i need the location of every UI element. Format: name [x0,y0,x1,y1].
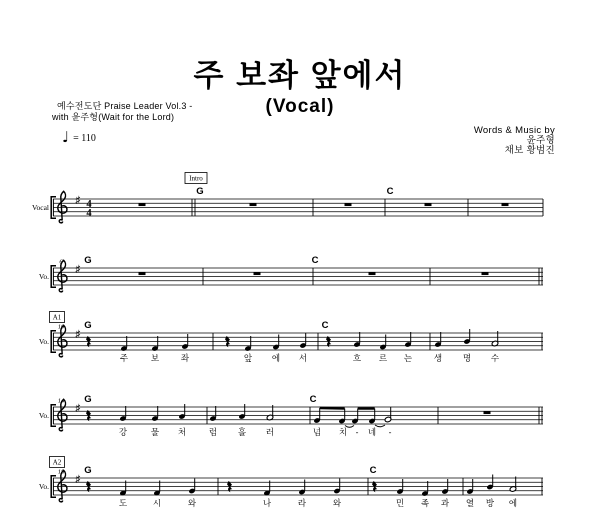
lyric-syllable: 러 [265,427,275,437]
key-signature-sharp: ♯ [75,264,81,275]
lyric-syllable: 럼 [208,427,218,437]
lyric-syllable: 네 [367,427,377,437]
staff-label: Vocal [32,203,49,212]
lyric-syllable: 넘 [312,427,322,437]
whole-rest [254,272,261,275]
lyric-syllable: 주 [119,353,129,363]
lyric-syllable: 수 [490,353,500,363]
whole-rest [139,272,146,275]
lyric-syllable: 와 [332,498,342,508]
key-signature-sharp: ♯ [75,474,81,485]
lyric-syllable: 서 [298,353,308,363]
lyric-syllable: - [355,427,359,437]
measure-number: 14 [57,397,65,405]
lyric-syllable: 나 [262,498,272,508]
tie [375,425,385,427]
whole-rest [139,203,146,206]
page-subtitle: (Vocal) [265,96,335,117]
key-signature-sharp: ♯ [75,403,81,414]
whole-rest [425,203,432,206]
time-signature-bottom: 4 [86,207,92,219]
whole-rest [250,203,257,206]
tempo-value: = 110 [73,133,96,144]
lyric-syllable: 르 [378,353,388,363]
lyric-syllable: 도 [118,498,128,508]
lyric-syllable: 앞 [243,353,253,363]
whole-rest [369,272,376,275]
section-label: A2 [52,458,62,467]
measure-number: 10 [57,323,65,331]
lyric-syllable: 물 [150,427,160,437]
lyric-syllable: 열 [465,498,475,508]
page-title: 주 보좌 앞에서 [193,58,407,93]
chord-symbol: C [321,320,329,331]
measure-number: 6 [59,258,63,266]
section-label: Intro [189,174,203,183]
chord-symbol: G [84,320,92,331]
credit-composer: 윤주형 [526,135,555,146]
lyric-syllable: 흐 [352,353,362,363]
treble-clef-icon [58,191,67,223]
whole-rest [345,203,352,206]
chord-symbol: C [311,255,319,266]
lyric-syllable: 에 [508,498,518,508]
lyric-syllable: 강 [118,427,128,437]
key-signature-sharp: ♯ [75,329,81,340]
chord-symbol: G [196,186,204,197]
key-signature-sharp: ♯ [75,195,81,206]
chord-symbol: C [386,186,394,197]
credit-transcriber: 채보 황범진 [504,145,555,156]
album-info-line1: 예수전도단 Praise Leader Vol.3 - [57,101,193,111]
lyric-syllable: 처 [177,427,187,437]
lyric-syllable: 방 [485,498,495,508]
quarter-note-icon: ♩ [62,128,70,146]
lyric-syllable: - [388,427,392,437]
lyric-syllable: 는 [403,353,413,363]
lyric-syllable: 보 [150,353,160,363]
measure-number: 18 [57,468,65,476]
staff-label: Vo. [38,411,49,420]
staff-label: Vo. [38,272,49,281]
chord-symbol: C [369,465,377,476]
lyric-syllable: 시 [152,498,162,508]
chord-symbol: G [84,394,92,405]
lyric-syllable: 흘 [237,427,247,437]
staff-label: Vo. [38,482,49,491]
lyric-syllable: 민 [395,498,405,508]
whole-rest [482,272,489,275]
lyric-syllable: 과 [440,498,450,508]
lyric-syllable: 명 [462,353,472,363]
lyric-syllable: 족 [420,498,430,508]
lyric-syllable: 에 [271,353,281,363]
chord-symbol: G [84,465,92,476]
eighth-beam [320,408,345,409]
whole-rest [502,203,509,206]
album-info-line2: with 윤주형(Wait for the Lord) [52,111,175,122]
whole-rest [484,411,491,414]
lyric-syllable: 치 [338,427,348,437]
lyric-syllable: 와 [187,498,197,508]
staff-label: Vo. [38,337,49,346]
chord-symbol: C [309,394,317,405]
lyric-syllable: 생 [433,353,443,363]
time-signature-top: 4 [86,199,92,210]
lyric-syllable: 라 [297,498,307,508]
section-label: A1 [52,313,62,322]
lyric-syllable: 좌 [180,353,190,363]
credit-words-music: Words & Music by [473,125,555,136]
chord-symbol: G [84,255,92,266]
